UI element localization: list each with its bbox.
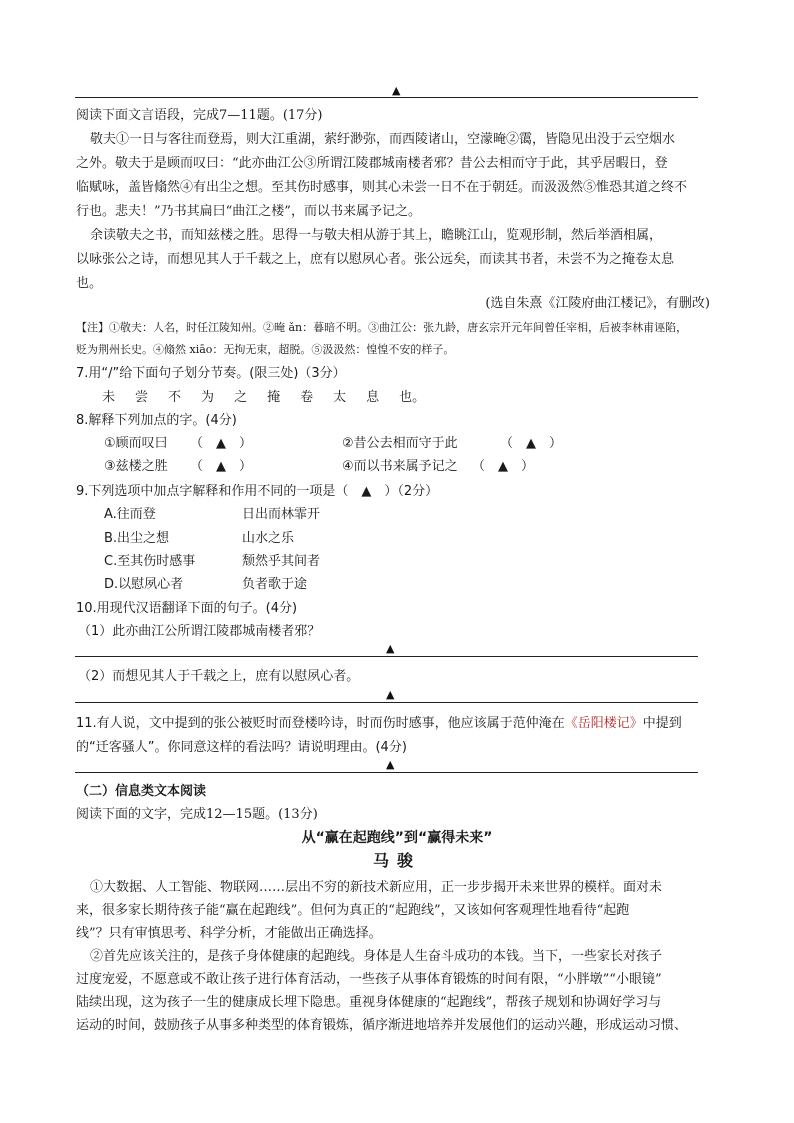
section2-heading: （二）信息类文本阅读 <box>76 784 207 799</box>
answer-line[interactable] <box>75 772 698 773</box>
article-line: ①大数据、人工智能、物联网……层出不穷的新技术新应用，正一步步揭开未来世界的模样。面对未 <box>90 880 663 895</box>
answer-blank-mark: ▲ <box>392 84 401 97</box>
section2-intro: 阅读下面的文字，完成12—15题。(13分) <box>76 807 318 822</box>
q10-stem: 10.用现代汉语翻译下面的句子。(4分) <box>76 601 298 616</box>
q8-item-label: ③兹楼之胜 <box>104 459 168 474</box>
article-title: 从“赢在起跑线”到“赢得未来” <box>301 830 493 846</box>
q11-stem-line1 <box>76 712 682 731</box>
q7-char: 也。 <box>399 390 426 405</box>
passage-line: 余读敬夫之书，而知兹楼之胜。思得一与敬夫相从游于其上，瞻眺江山，览观形制，然后举酒相属， <box>90 228 663 243</box>
q10-sentence-1: （1）此亦曲江公所谓江陵郡城南楼者邪？ <box>78 624 321 639</box>
answer-line[interactable] <box>75 702 698 703</box>
q8-item-label: ④而以书来属予记之 <box>342 459 458 474</box>
q11-book-title: 《岳阳楼记》 <box>564 716 643 731</box>
answer-line <box>75 97 698 98</box>
q7-char: 为 <box>201 390 215 405</box>
passage-source: (选自朱熹《江陵府曲江楼记》，有删改) <box>485 296 710 311</box>
q7-char: 卷 <box>300 390 314 405</box>
passage-note: 【注】①敬夫：人名，时任江陵知州。②晻 ǎn：暮暗不明。③曲江公：张九龄，唐玄宗开元年间曾任宰相，后被李林甫诬陷， <box>76 321 688 334</box>
article-line: 陆续出现，这为孩子一生的健康成长埋下隐患。重视身体健康的“起跑线”，帮孩子规划和协调好学习与 <box>76 995 662 1010</box>
answer-blank-mark: ▲ <box>386 758 395 771</box>
q9-option: A.往而登 <box>104 507 156 522</box>
q8-item-blank[interactable]: （ ▲ ） <box>190 436 252 451</box>
passage-line: 临赋咏，盖皆翛然④有出尘之想。至其伤时感事，则其心未尝一日不在于朝廷。而汲汲然⑤惟恐其道之终不 <box>76 180 688 195</box>
q9-option-compare: 日出而林霏开 <box>242 507 321 522</box>
answer-line[interactable] <box>75 656 698 657</box>
passage-note: 贬为荆州长史。④翛然 xiāo：无拘无束，超脱。⑤汲汲然：惶惶不安的样子。 <box>76 343 455 356</box>
article-line: 线”？只有审慎思考、科学分析，才能做出正确选择。 <box>76 926 382 941</box>
article-author: 马骏 <box>372 851 421 870</box>
q9-option-compare: 颓然乎其间者 <box>242 554 321 569</box>
q7-char: 未 <box>102 390 116 405</box>
q8-item-blank[interactable]: （ ▲ ） <box>472 459 534 474</box>
q7-char: 之 <box>234 390 248 405</box>
q7-char: 不 <box>168 390 182 405</box>
q7-sentence <box>102 386 425 405</box>
section-intro: 阅读下面文言语段，完成7—11题。(17分) <box>76 108 323 123</box>
q8-stem: 8.解释下列加点的字。(4分) <box>76 413 237 428</box>
article-line: ②首先应该关注的，是孩子身体健康的起跑线。身体是人生奋斗成功的本钱。当下，一些家长对孩子 <box>90 949 663 964</box>
q9-option: B.出尘之想 <box>104 531 170 546</box>
answer-blank-mark: ▲ <box>386 688 395 701</box>
passage-line: 敬夫①一日与客往而登焉，则大江重湖，萦纡渺弥，而西陵诸山，空濛晻②霭，皆隐见出没于云空烟水 <box>90 132 676 147</box>
q7-stem: 7.用“/”给下面句子划分节奏。(限三处)（3分） <box>76 366 346 381</box>
q7-char: 息 <box>366 390 380 405</box>
q9-stem: 9.下列选项中加点字解释和作用不同的一项是（ ▲ ）（2分） <box>76 484 439 499</box>
q11-text: 11.有人说，文中提到的张公被贬时而登楼吟诗，时而伤时感事，他应该属于范仲淹在 <box>76 716 565 731</box>
q8-item-label: ①顾而叹曰 <box>104 436 168 451</box>
q11-text: 中提到 <box>642 716 682 731</box>
q10-sentence-2: （2）而想见其人于千载之上，庶有以慰夙心者。 <box>78 669 360 684</box>
q9-option-compare: 山水之乐 <box>242 531 295 546</box>
q7-char: 掩 <box>267 390 281 405</box>
passage-line: 也。 <box>76 276 103 291</box>
q7-char: 尝 <box>135 390 149 405</box>
article-line: 运动的时间，鼓励孩子从事多种类型的体育锻炼，循序渐进地培养并发展他们的运动兴趣，形成运动习惯、 <box>76 1018 688 1033</box>
passage-line: 之外。敬夫于是顾而叹曰：“此亦曲江公③所谓江陵郡城南楼者邪？昔公去相而守于此，其乎居暇日，登 <box>76 156 668 171</box>
q8-item-blank[interactable]: （ ▲ ） <box>500 436 562 451</box>
passage-line: 以咏张公之诗，而想见其人于千载之上，庶有以慰夙心者。张公远矣，而读其书者，未尝不为之掩卷太息 <box>76 252 675 267</box>
q8-item-blank[interactable]: （ ▲ ） <box>190 459 252 474</box>
q9-option: C.至其伤时感事 <box>104 554 196 569</box>
article-line: 来，很多家长期待孩子能“赢在起跑线”。但何为真正的“起跑线”，又该如何客观理性地看待“起跑 <box>76 903 630 918</box>
q9-option-compare: 负者歌于途 <box>242 577 308 592</box>
q7-char: 太 <box>333 390 347 405</box>
q9-option: D.以慰夙心者 <box>104 577 184 592</box>
answer-blank-mark: ▲ <box>386 642 395 655</box>
q8-item-label: ②昔公去相而守于此 <box>342 436 458 451</box>
q11-stem-line2: 的“迁客骚人”。你同意这样的看法吗？请说明理由。(4分) <box>76 740 407 755</box>
article-line: 过度宠爱，不愿意或不敢让孩子进行体育活动，一些孩子从事体育锻炼的时间有限，“小胖墩”“小眼镜” <box>76 972 662 987</box>
passage-line: 行也。悲夫！”乃书其扁曰“曲江之楼”，而以书来属予记之。 <box>76 204 421 219</box>
